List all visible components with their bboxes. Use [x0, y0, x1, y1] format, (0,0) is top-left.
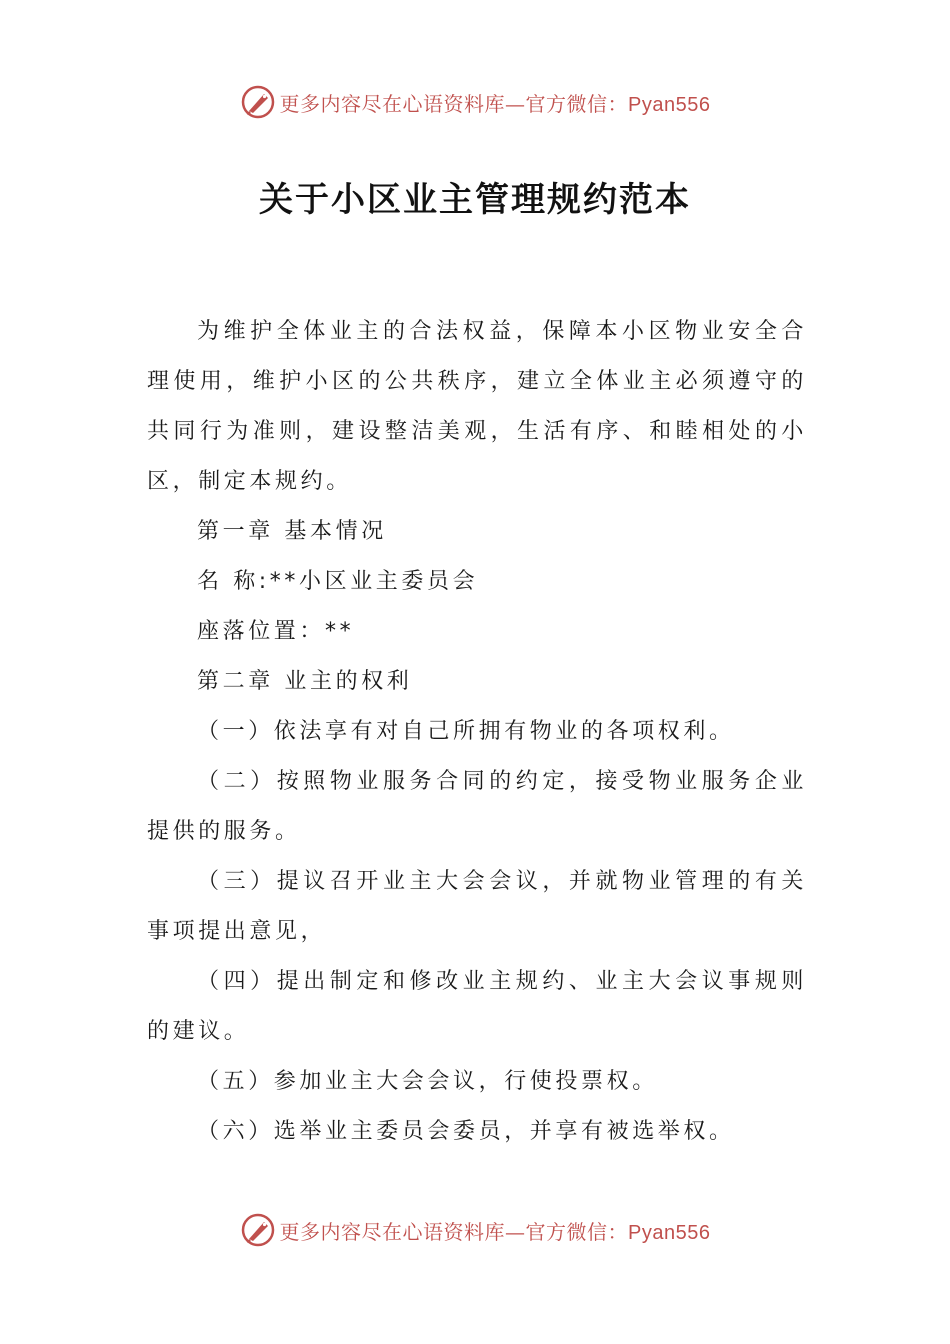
paragraph-preamble: 为维护全体业主的合法权益，保障本小区物业安全合理使用，维护小区的公共秩序，建立全体业主必须遵守的共同行为准则，建设整洁美观，生活有序、和睦相处的小区，制定本规约。 — [147, 319, 807, 494]
footer-wechat-label: 官方微信： — [525, 1219, 629, 1244]
footer-banner — [0, 1210, 950, 1250]
document-body — [147, 307, 807, 1157]
footer-separator: — — [505, 1219, 526, 1244]
document-title: 关于小区业主管理规约范本 — [259, 180, 691, 220]
info-location: 座落位置：** — [197, 619, 355, 644]
info-name: 名 称:**小区业主委员会 — [197, 569, 479, 594]
header-wechat-id: Pyan556 — [628, 93, 711, 116]
header-wechat-label: 官方微信： — [525, 91, 629, 116]
chapter-heading-2: 第二章 业主的权利 — [197, 669, 413, 694]
right-item-4: （四）提出制定和修改业主规约、业主大会议事规则的建议。 — [147, 969, 807, 1044]
right-item-6: （六）选举业主委员会委员，并享有被选举权。 — [197, 1119, 735, 1144]
chapter-heading-1: 第一章 基本情况 — [197, 519, 387, 544]
right-item-5: （五）参加业主大会会议，行使投票权。 — [197, 1069, 658, 1094]
footer-brand-text: 更多内容尽在心语资料库 — [279, 1219, 506, 1244]
footer-wechat-id: Pyan556 — [628, 1221, 711, 1244]
header-banner-text — [280, 88, 711, 117]
header-separator: — — [505, 91, 526, 116]
header-banner — [0, 82, 950, 122]
right-item-3: （三）提议召开业主大会会议，并就物业管理的有关事项提出意见， — [147, 869, 807, 944]
footer-banner-text — [280, 1216, 711, 1245]
pen-logo-icon — [240, 84, 276, 120]
pen-logo-icon — [240, 1212, 276, 1248]
right-item-1: （一）依法享有对自己所拥有物业的各项权利。 — [197, 719, 735, 744]
header-brand-text: 更多内容尽在心语资料库 — [279, 91, 506, 116]
right-item-2: （二）按照物业服务合同的约定，接受物业服务企业提供的服务。 — [147, 769, 807, 844]
